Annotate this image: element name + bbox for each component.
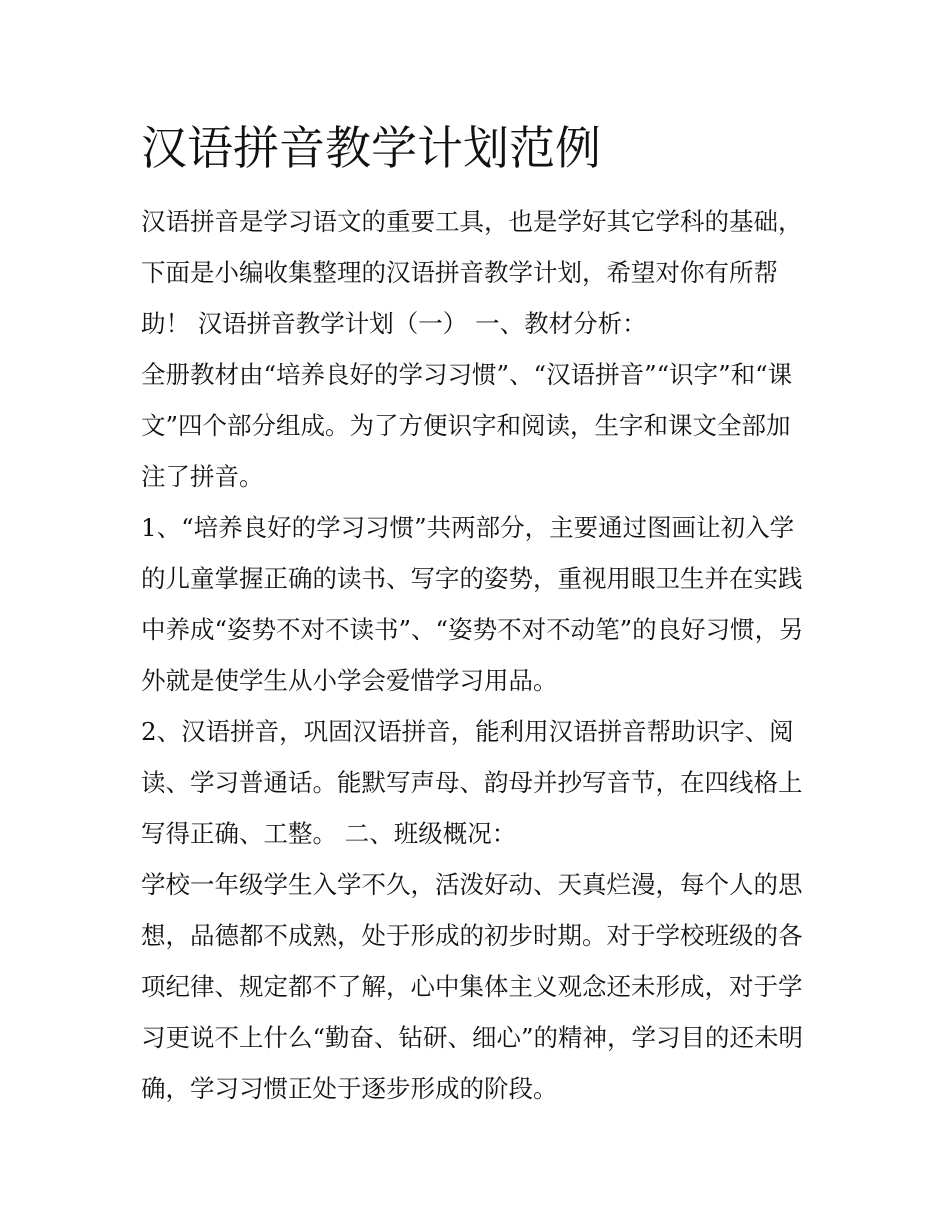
document-body <box>141 196 813 1114</box>
text-line: 想，品德都不成熟，处于形成的初步时期。对于学校班级的各 <box>141 921 803 950</box>
text-line: 1、“培养良好的学习习惯”共两部分，主要通过图画让初入学 <box>141 513 795 542</box>
text-line: 注了拼音。 <box>141 462 264 491</box>
text-line: 全册教材由“培养良好的学习习惯”、“汉语拼音”“识字”和“课 <box>141 360 793 389</box>
text-line: 确，学习习惯正处于逐步形成的阶段。 <box>141 1074 558 1103</box>
text-line: 外就是使学生从小学会爱惜学习用品。 <box>141 666 558 695</box>
text-line: 下面是小编收集整理的汉语拼音教学计划，希望对你有所帮 <box>141 258 778 287</box>
text-line: 汉语拼音是学习语文的重要工具，也是学好其它学科的基础， <box>141 207 803 236</box>
text-line: 的儿童掌握正确的读书、写字的姿势，重视用眼卫生并在实践 <box>141 564 803 593</box>
text-line: 习更说不上什么“勤奋、钻研、细心”的精神，学习目的还未明 <box>141 1023 804 1052</box>
text-line: 学校一年级学生入学不久，活泼好动、天真烂漫，每个人的思 <box>141 870 803 899</box>
text-line: 助！ 汉语拼音教学计划（一） 一、教材分析： <box>141 309 647 338</box>
text-line: 写得正确、工整。 二、班级概况： <box>141 819 517 848</box>
text-line: 读、学习普通话。能默写声母、韵母并抄写音节，在四线格上 <box>141 768 803 797</box>
document-title: 汉语拼音教学计划范例 <box>141 121 601 175</box>
text-line: 项纪律、规定都不了解，心中集体主义观念还未形成，对于学 <box>141 972 803 1001</box>
text-line: 文”四个部分组成。为了方便识字和阅读，生字和课文全部加 <box>141 411 791 440</box>
text-line: 中养成“姿势不对不读书”、“姿势不对不动笔”的良好习惯，另 <box>141 615 804 644</box>
text-line: 2、汉语拼音，巩固汉语拼音，能利用汉语拼音帮助识字、阅 <box>141 717 794 746</box>
